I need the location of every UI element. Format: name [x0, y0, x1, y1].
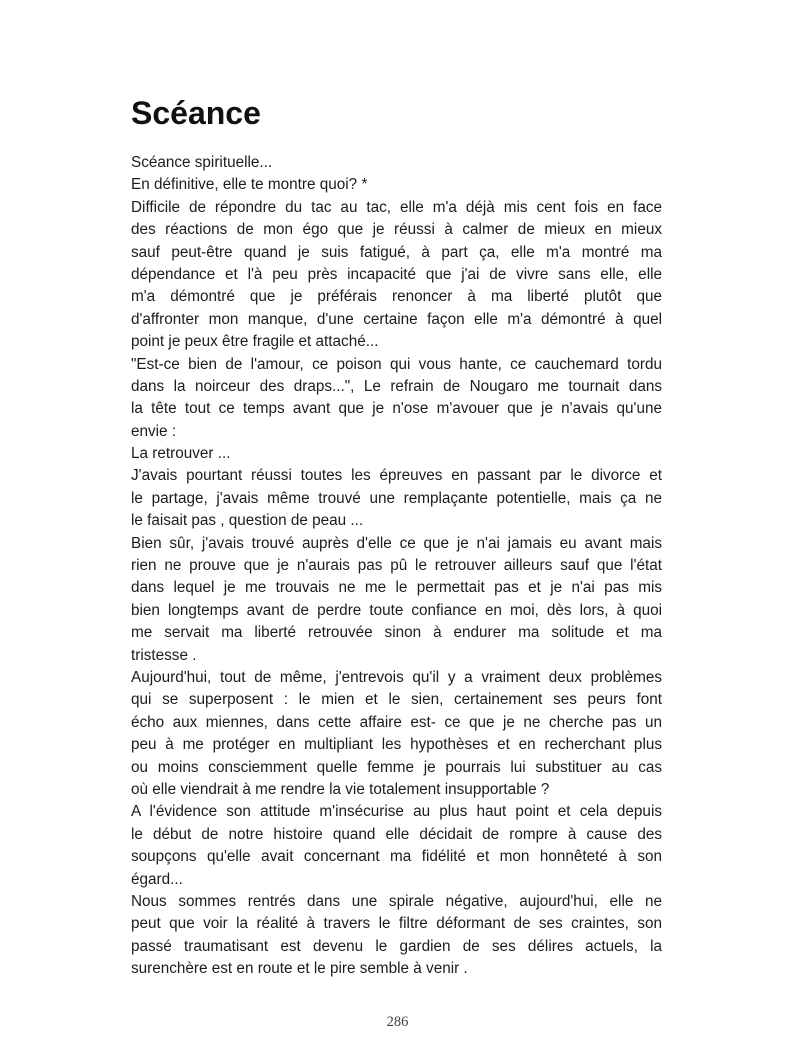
text-line: sauf peut-être quand je suis fatigué, à part ça, elle m'a montré ma: [131, 243, 662, 261]
text-line: bien longtemps avant de perdre toute confiance en moi, dès lors, à quoi: [131, 601, 662, 619]
paragraph: [131, 174, 662, 196]
text-line: m'a démontré que je préférais renoncer à ma liberté plutôt que: [131, 288, 662, 306]
text-line: peu à me protéger en multipliant les hypothèses et en recherchant plus: [131, 736, 662, 754]
paragraph: [131, 801, 662, 891]
text-line: le partage, j'avais même trouvé une remplaçante potentielle, mais ça ne: [131, 489, 662, 507]
text-line: où elle viendrait à me rendre la vie totalement insupportable ?: [131, 780, 550, 798]
text-line: dans la noirceur des draps...", Le refrain de Nougaro me tournait dans: [131, 377, 662, 395]
text-line: Bien sûr, j'avais trouvé auprès d'elle ce que je n'ai jamais eu avant mais: [131, 534, 662, 552]
text-line: A l'évidence son attitude m'insécurise au plus haut point et cela depuis: [131, 803, 662, 821]
paragraph: [131, 354, 662, 444]
text-line: me servait ma liberté retrouvée sinon à endurer ma solitude et ma: [131, 624, 662, 642]
paragraph: [131, 891, 662, 981]
paragraph: [131, 533, 662, 667]
text-line: Nous sommes rentrés dans une spirale négative, aujourd'hui, elle ne: [131, 892, 662, 910]
paragraph: [131, 667, 662, 801]
text-line: ou moins consciemment quelle femme je pourrais lui substituer au cas: [131, 758, 662, 776]
paragraph: [131, 197, 662, 354]
text-line: d'affronter mon manque, d'une certaine façon elle m'a démontré à quel: [131, 310, 662, 328]
paragraph: [131, 152, 662, 174]
text-line: Difficile de répondre du tac au tac, elle m'a déjà mis cent fois en face: [131, 198, 662, 216]
text-line: le faisait pas , question de peau ...: [131, 512, 364, 530]
paragraphs: [131, 152, 662, 980]
text-line: rien ne prouve que je n'aurais pas pû le retrouver ailleurs sauf que l'état: [131, 557, 662, 575]
page-title: Scéance: [131, 95, 261, 131]
text-line: "Est-ce bien de l'amour, ce poison qui vous hante, ce cauchemard tordu: [131, 355, 662, 373]
page-number: 286: [386, 1014, 409, 1030]
text-line: envie :: [131, 422, 177, 440]
text-line: la tête tout ce temps avant que je n'ose m'avouer que je n'avais qu'une: [131, 400, 662, 418]
text-line: La retrouver ...: [131, 445, 231, 463]
text-line: Scéance spirituelle...: [131, 154, 273, 171]
text-line: tristesse .: [131, 646, 197, 664]
text-line: J'avais pourtant réussi toutes les épreuves en passant par le divorce et: [131, 467, 662, 485]
text-line: soupçons qu'elle avait concernant ma fidélité et mon honnêteté à son: [131, 848, 662, 866]
paragraph: [131, 465, 662, 532]
text-line: Aujourd'hui, tout de même, j'entrevois qu'il y a vraiment deux problèmes: [131, 668, 662, 686]
text-line: peut que voir la réalité à travers le filtre déformant de ses craintes, son: [131, 915, 662, 933]
text-line: point je peux être fragile et attaché...: [131, 333, 379, 351]
text-line: En définitive, elle te montre quoi? *: [131, 176, 368, 194]
text-line: des réactions de mon égo que je réussi à calmer de mieux en mieux: [131, 221, 662, 239]
text-line: égard...: [131, 870, 183, 888]
text-line: le début de notre histoire quand elle décidait de rompre à cause des: [131, 825, 662, 843]
text-line: qui se superposent : le mien et le sien, certainement ses peurs font: [131, 691, 662, 709]
paragraph: [131, 443, 662, 465]
text-line: dépendance et l'à peu près incapacité que j'ai de vivre sans elle, elle: [131, 265, 662, 283]
text-line: dans lequel je me trouvais ne me le permettait pas et je n'ai pas mis: [131, 579, 662, 597]
text-column: [131, 97, 662, 980]
text-line: écho aux miennes, dans cette affaire est- ce que je ne cherche pas un: [131, 713, 662, 731]
text-line: passé traumatisant est devenu le gardien de ses délires actuels, la: [131, 937, 662, 955]
text-line: surenchère est en route et le pire semble à venir .: [131, 960, 468, 978]
